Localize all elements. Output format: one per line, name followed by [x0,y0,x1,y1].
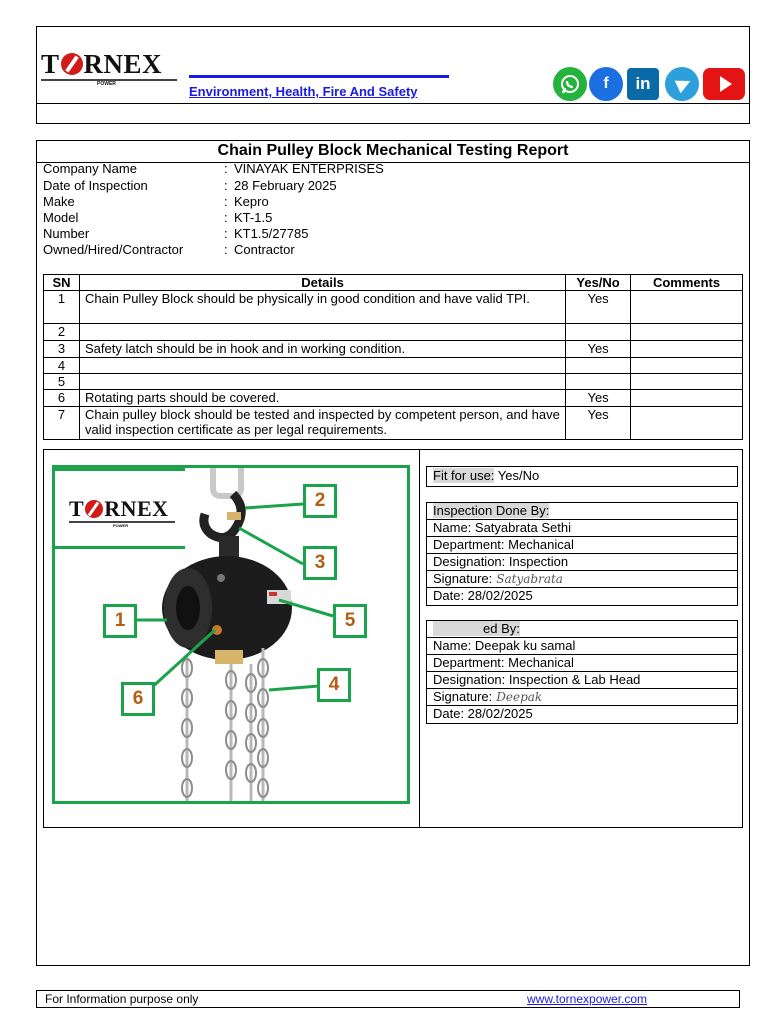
approval-date[interactable]: Date: 28/02/2025 [433,706,533,721]
inspection-section [43,449,743,828]
callout-3: 3 [303,546,337,580]
ehs-rule [189,75,449,78]
info-row-number: Number : KT1.5/27785 [43,226,309,241]
footer-disclaimer: For Information purpose only [45,992,199,1006]
inspection-done-by-box [426,502,738,606]
info-row-date: Date of Inspection : 28 February 2025 [43,178,337,193]
linkedin-icon[interactable]: in [627,68,659,100]
facebook-icon[interactable]: f [589,67,623,101]
col-header-yesno: Yes/No [566,275,631,291]
website-link[interactable]: www.tornexpower.com [527,992,648,1006]
inspector-designation[interactable]: Designation: Inspection [427,554,737,571]
approver-designation[interactable]: Designation: Inspection & Lab Head [427,672,737,689]
inspector-department[interactable]: Department: Mechanical [427,537,737,554]
info-row-ownership: Owned/Hired/Contractor : Contractor [43,242,295,257]
approver-department[interactable]: Department: Mechanical [427,655,737,672]
table-header-row [44,275,743,291]
info-row-company: Company Name : VINAYAK ENTERPRISES [43,161,384,176]
col-header-comments: Comments [631,275,743,291]
checklist-table [43,274,743,440]
tornex-logo: T RNEX POWER [41,49,177,85]
report-title: Chain Pulley Block Mechanical Testing Report [37,141,749,163]
inspector-name[interactable]: Name: Satyabrata Sethi [427,520,737,537]
table-row: 7 Chain pulley block should be tested and inspected by competent person, and have valid inspection certificate as per legal requirements. Yes [44,407,743,440]
inspector-signature: Satyabrata [496,572,563,586]
info-row-make: Make : Kepro [43,194,269,209]
inspection-date[interactable]: Date: 28/02/2025 [433,588,533,603]
equipment-info [43,161,743,261]
inspector-signature-row[interactable]: Signature: Satyabrata [427,571,737,588]
header-divider [37,103,749,104]
approved-heading-row: ed By: [427,621,737,638]
telegram-icon[interactable] [665,67,699,101]
approver-name[interactable]: Name: Deepak ku samal [427,638,737,655]
approver-signature: Deepak [496,690,543,704]
youtube-icon[interactable] [703,68,745,100]
callout-5: 5 [333,604,367,638]
col-header-sn: SN [44,275,80,291]
approver-signature-row[interactable]: Signature: Deepak [427,689,737,706]
callout-6: 6 [121,682,155,716]
callout-2: 2 [303,484,337,518]
table-row: 5 [44,374,743,390]
table-row: 1 Chain Pulley Block should be physically in good condition and have valid TPI. Yes [44,291,743,324]
table-row: 3 Safety latch should be in hook and in working condition. Yes [44,341,743,358]
page-header [36,26,750,124]
table-row: 2 [44,324,743,341]
approved-by-box [426,620,738,724]
callout-4: 4 [317,668,351,702]
ehs-title[interactable]: Environment, Health, Fire And Safety [189,84,418,99]
callout-1: 1 [103,604,137,638]
col-header-details: Details [79,275,565,291]
info-row-model: Model : KT-1.5 [43,210,273,225]
page-footer [36,990,740,1008]
fit-for-use-row[interactable]: Fit for use: Yes/No [433,468,540,483]
chain-pulley-diagram: T RNEX POWER 2 3 1 5 4 6 [52,465,410,804]
inspection-heading-row: Inspection Done By: [427,503,737,520]
fit-for-use-box [426,466,738,487]
table-row: 6 Rotating parts should be covered. Yes [44,390,743,407]
logo-slash-o-icon [61,53,83,75]
table-row: 4 [44,358,743,374]
whatsapp-icon[interactable] [553,67,587,101]
